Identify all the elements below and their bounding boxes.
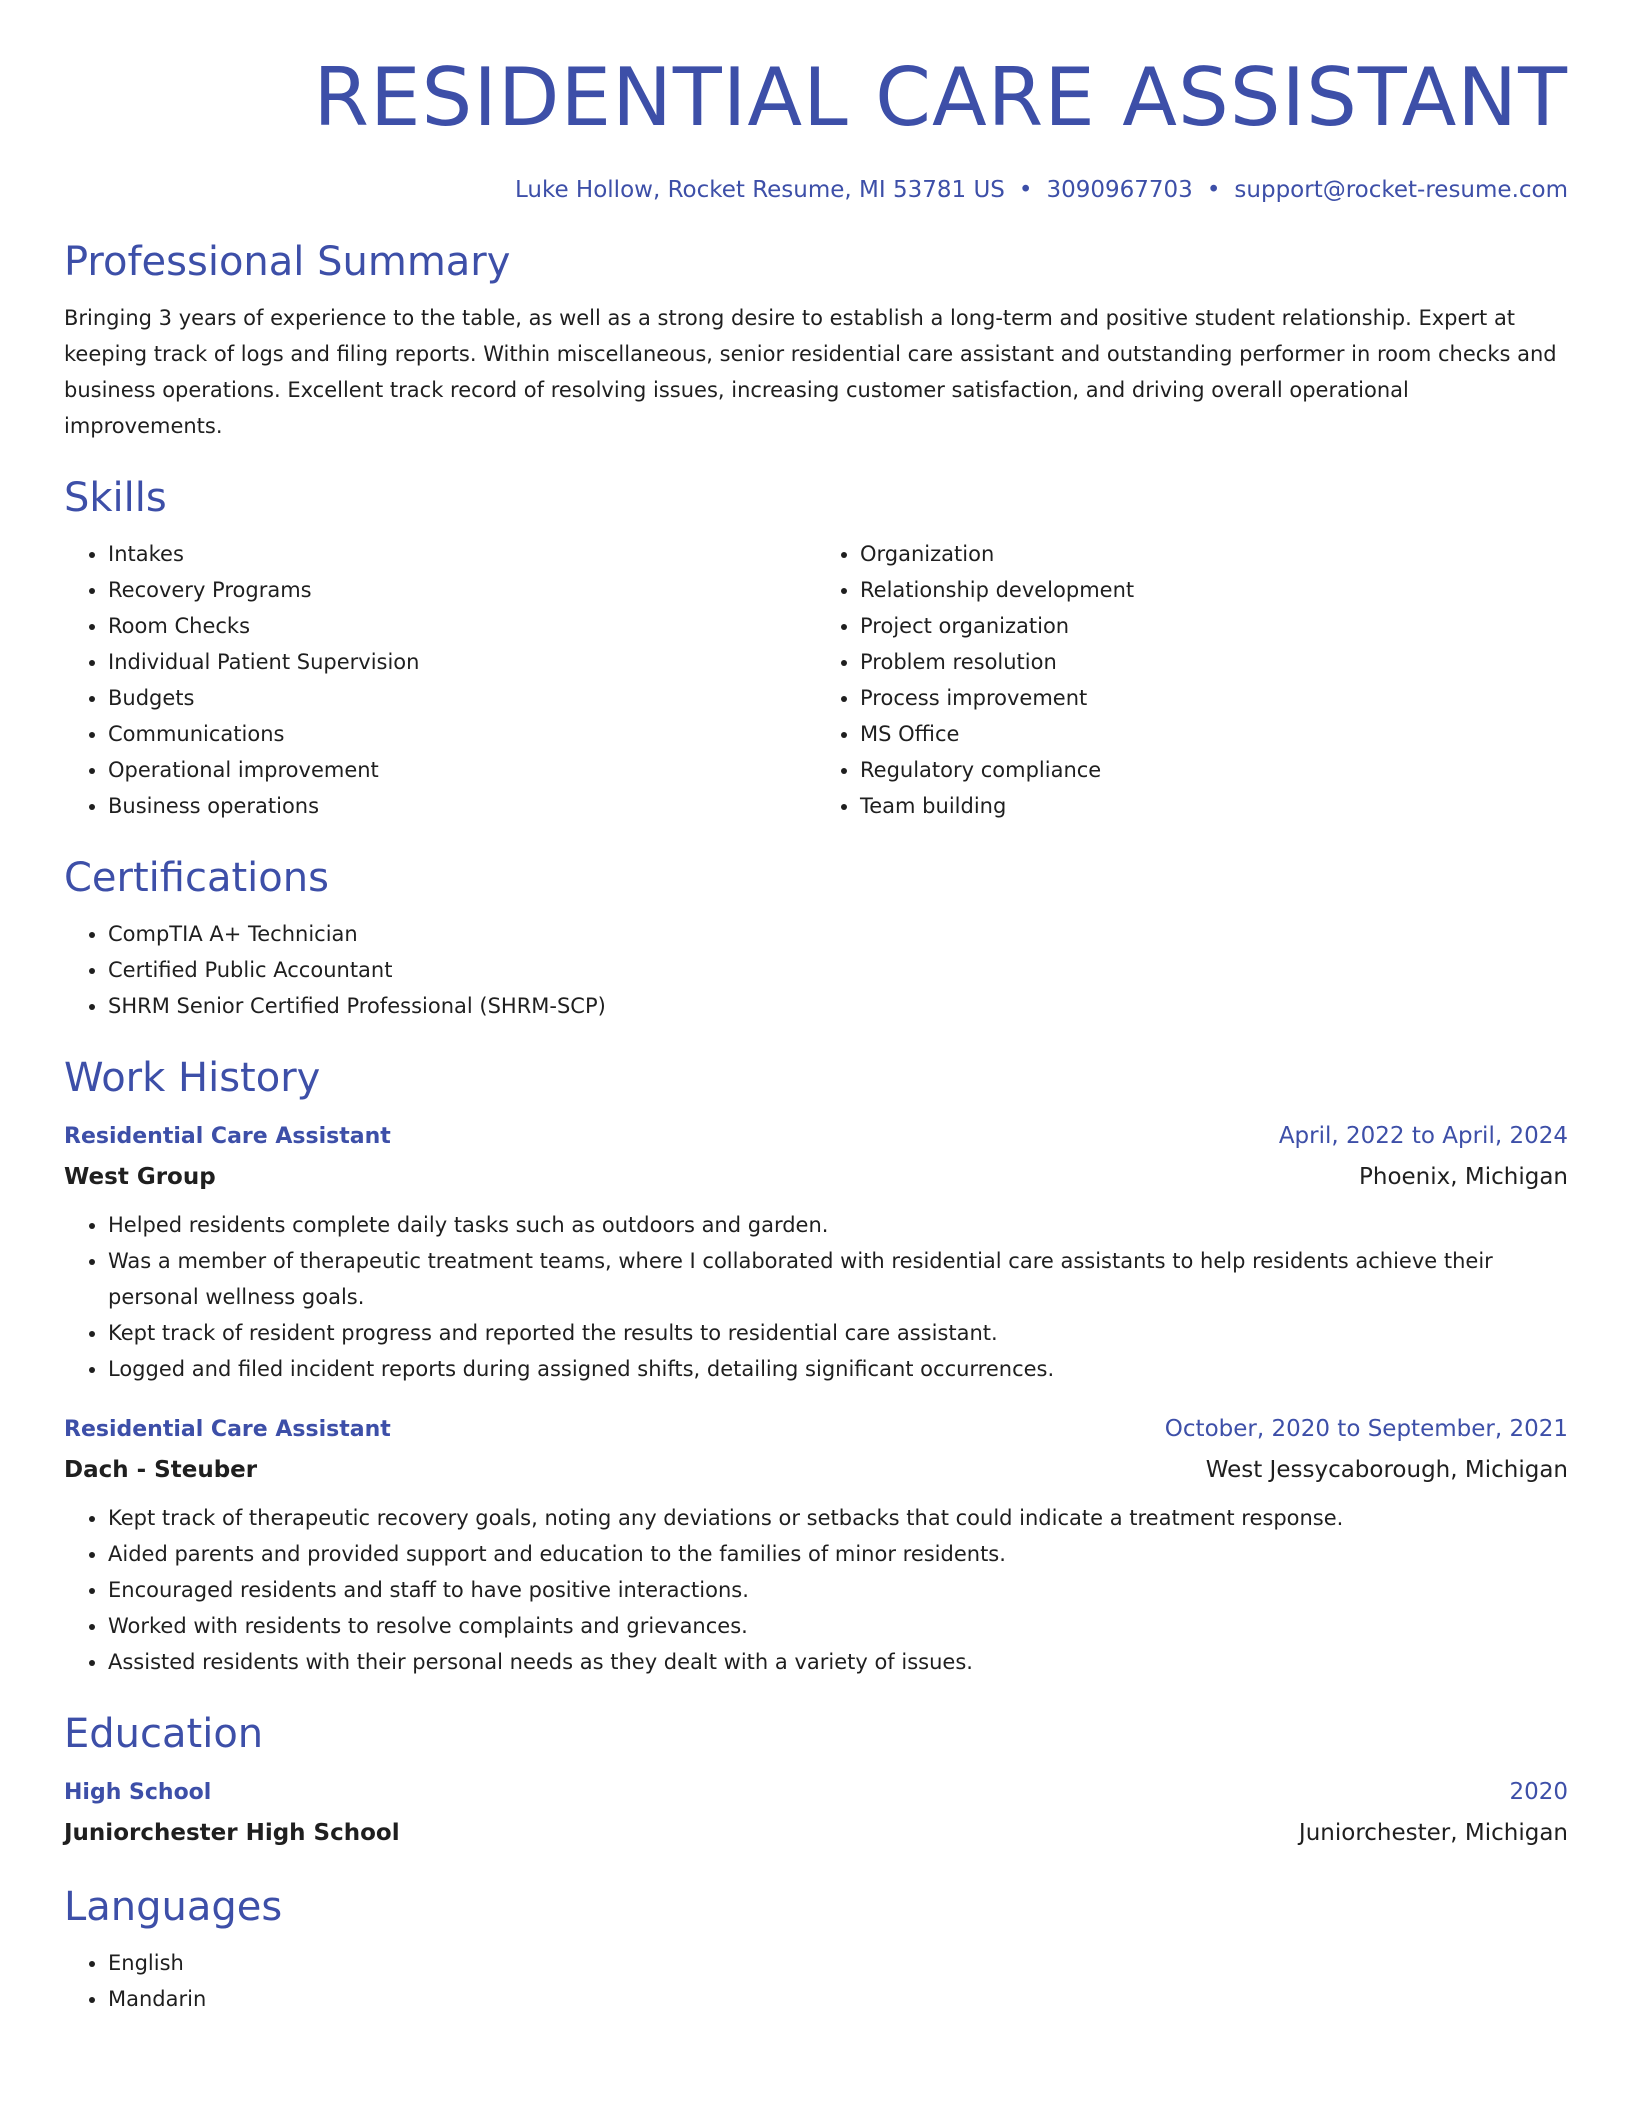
job-duty: • Kept track of resident progress and reported the results to residential care assistant.	[108, 1315, 1568, 1351]
skills-grid	[64, 536, 1568, 824]
languages-section	[64, 1883, 1568, 2017]
job-dates: April, 2022 to April, 2024	[1278, 1122, 1568, 1149]
education-location: Juniorchester, Michigan	[1298, 1819, 1568, 1846]
job-position: Residential Care Assistant	[64, 1416, 391, 1442]
skill-item: • Regulatory compliance	[860, 752, 1568, 788]
contact-line	[64, 176, 1568, 206]
education-heading: Education	[64, 1710, 264, 1757]
skills-section	[64, 474, 1568, 824]
skill-item: • Process improvement	[860, 680, 1568, 716]
job-title: RESIDENTIAL CARE ASSISTANT	[313, 51, 1568, 144]
job-company: West Group	[64, 1163, 216, 1190]
job-duties-list	[64, 1500, 1568, 1680]
job-dates: October, 2020 to September, 2021	[1164, 1415, 1568, 1442]
education-degree-row	[64, 1772, 1568, 1813]
job-position: Residential Care Assistant	[64, 1123, 391, 1149]
education-degree: High School	[64, 1779, 212, 1805]
work-history-heading: Work History	[64, 1054, 321, 1101]
certifications-list	[64, 916, 1568, 1024]
summary-section	[64, 238, 1568, 444]
job-location: Phoenix, Michigan	[1359, 1163, 1568, 1190]
job-title-row	[64, 1409, 1568, 1450]
job-company-row	[64, 1157, 1568, 1197]
summary-heading: Professional Summary	[64, 238, 511, 285]
skill-item: • Communications	[108, 716, 816, 752]
skill-item: • Individual Patient Supervision	[108, 644, 816, 680]
job-duty: • Kept track of therapeutic recovery goals, noting any deviations or setbacks that could indicate a treatment response.	[108, 1500, 1568, 1536]
skills-heading: Skills	[64, 474, 167, 521]
job-duty: • Assisted residents with their personal needs as they dealt with a variety of issues.	[108, 1644, 1568, 1680]
job-title-row	[64, 1116, 1568, 1157]
skill-item: • Operational improvement	[108, 752, 816, 788]
languages-heading: Languages	[64, 1883, 283, 1930]
contact-separator: •	[1206, 177, 1221, 203]
resume-header	[64, 50, 1568, 206]
job-location: West Jessycaborough, Michigan	[1205, 1456, 1568, 1483]
certifications-heading: Certifications	[64, 854, 329, 901]
language-item: • English	[108, 1945, 1568, 1981]
job-duty: • Encouraged residents and staff to have positive interactions.	[108, 1572, 1568, 1608]
work-history-section	[64, 1054, 1568, 1680]
skill-item: • Relationship development	[860, 572, 1568, 608]
job-company: Dach - Steuber	[64, 1456, 258, 1483]
summary-text: Bringing 3 years of experience to the table, as well as a strong desire to establish a long-term and positive student relationship. Expert at keeping track of logs and filing reports. Within miscellaneous, senior residential care assistant and outstanding performer in room checks and business operations. Excellent track record of resolving issues, increasing customer satisfaction, and driving overall operational improvements.	[64, 305, 1557, 438]
contact-address: Luke Hollow, Rocket Resume, MI 53781 US	[514, 177, 1005, 203]
certification-item: • Certified Public Accountant	[108, 952, 1568, 988]
skills-list-left	[64, 536, 816, 824]
skill-item: • Intakes	[108, 536, 816, 572]
skills-list-right	[816, 536, 1568, 824]
job-duty: • Worked with residents to resolve complaints and grievances.	[108, 1608, 1568, 1644]
education-section	[64, 1710, 1568, 1853]
job-duty: • Logged and filed incident reports during assigned shifts, detailing significant occurrences.	[108, 1351, 1568, 1387]
contact-separator: •	[1018, 177, 1033, 203]
certification-item: • SHRM Senior Certified Professional (SHRM-SCP)	[108, 988, 1568, 1024]
skill-item: • Project organization	[860, 608, 1568, 644]
skill-item: • Problem resolution	[860, 644, 1568, 680]
certification-item: • CompTIA A+ Technician	[108, 916, 1568, 952]
education-school: Juniorchester High School	[64, 1819, 400, 1846]
job-duties-list	[64, 1207, 1568, 1387]
job-duty: • Was a member of therapeutic treatment teams, where I collaborated with residential care assistants to help residents achieve their personal wellness goals.	[108, 1243, 1568, 1315]
skill-item: • Organization	[860, 536, 1568, 572]
education-entry	[64, 1772, 1568, 1853]
skill-item: • MS Office	[860, 716, 1568, 752]
skill-item: • Room Checks	[108, 608, 816, 644]
job-company-row	[64, 1450, 1568, 1490]
job-duty: • Helped residents complete daily tasks such as outdoors and garden.	[108, 1207, 1568, 1243]
skill-item: • Team building	[860, 788, 1568, 824]
language-item: • Mandarin	[108, 1981, 1568, 2017]
job-entry	[64, 1116, 1568, 1387]
languages-list	[64, 1945, 1568, 2017]
education-year: 2020	[1509, 1778, 1568, 1805]
skill-item: • Recovery Programs	[108, 572, 816, 608]
education-school-row	[64, 1813, 1568, 1853]
job-duty: • Aided parents and provided support and education to the families of minor residents.	[108, 1536, 1568, 1572]
contact-email: support@rocket-resume.com	[1234, 177, 1568, 203]
contact-phone: 3090967703	[1046, 177, 1193, 203]
skill-item: • Budgets	[108, 680, 816, 716]
certifications-section	[64, 854, 1568, 1024]
job-entry	[64, 1409, 1568, 1680]
skill-item: • Business operations	[108, 788, 816, 824]
